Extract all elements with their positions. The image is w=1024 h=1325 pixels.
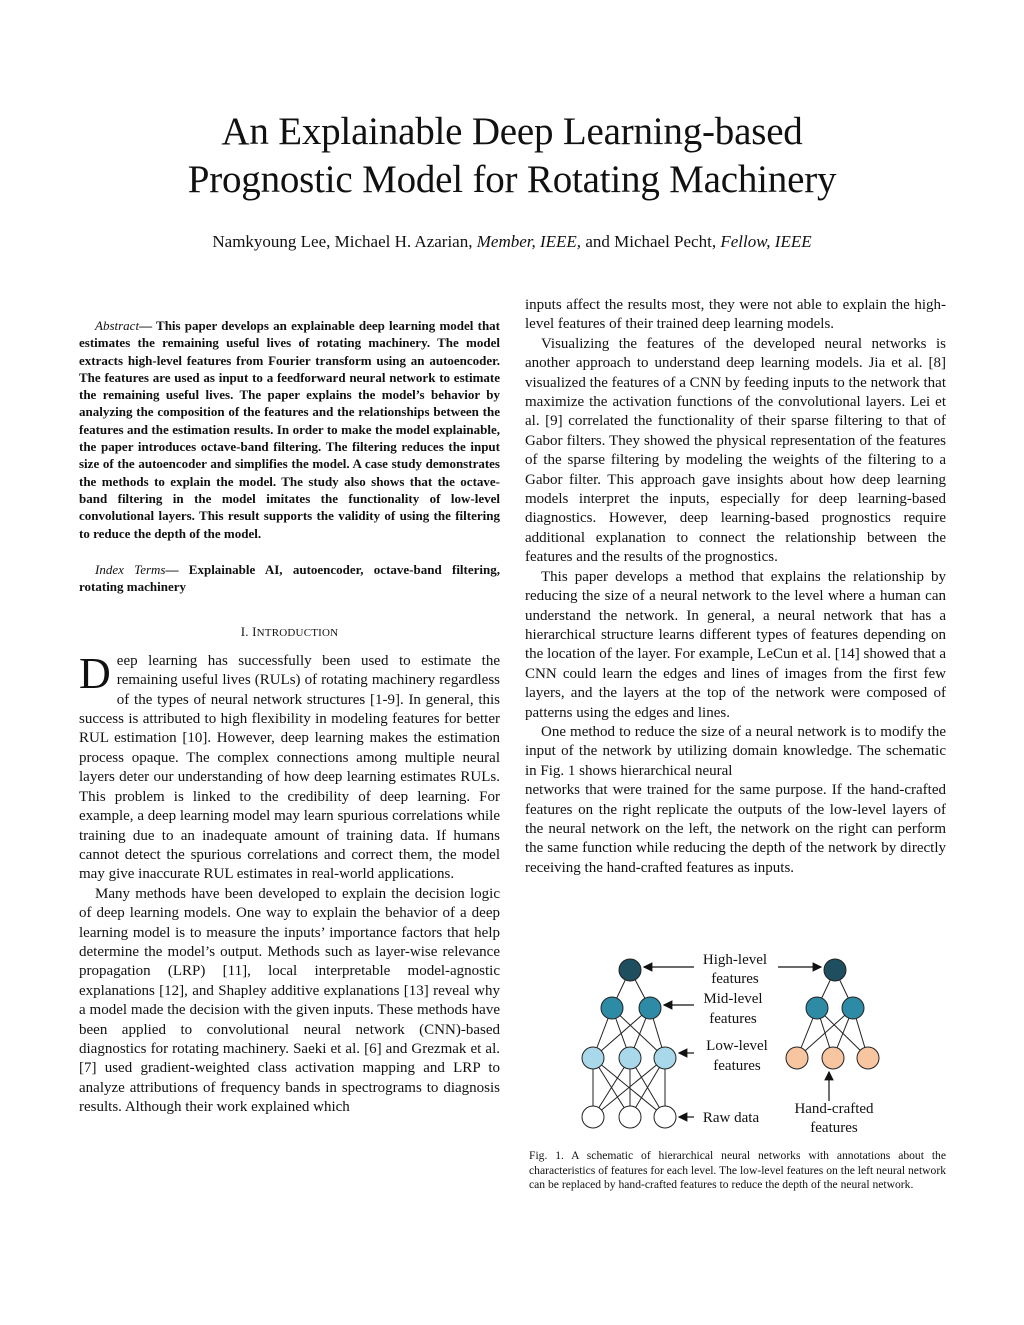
label-hand-crafted-2: features: [810, 1120, 858, 1136]
right-paragraph-1: inputs affect the results most, they were not able to explain the high-level features of their trained deep learning models.: [525, 297, 946, 333]
label-mid-level-2: features: [709, 1011, 757, 1027]
abstract-text: This paper develops an explainable deep learning model that estimates the remaining useful lives of rotating machinery. The model extracts high-level features from Fourier transform using an autoencoder. The features are used as input to a feedforward neural network to estimate the remaining useful lives. The paper explains the model’s behavior by analyzing the composition of the features and the relationships between the features and the estimation results. In order to make the model explainable, the paper introduces octave-band filtering. The filtering reduces the input size of the autoencoder and simplifies the model. A case study demonstrates the methods to explain the model. The study also shows that the octave-band filtering in the model imitates the functionality of low-level convolutional layers. This result supports the validity of using the filtering to reduce the depth of the model.: [79, 318, 500, 541]
left-mid-level-node: [601, 997, 623, 1019]
label-mid-level-1: Mid-level: [703, 991, 763, 1007]
left-mid-level-node: [639, 997, 661, 1019]
left-low-level-node: [619, 1047, 641, 1069]
right-column: [525, 296, 946, 878]
intro-paragraph-2: Many methods have been developed to explain the decision logic of deep learning models. One way to explain the behavior of a deep learning model is to measure the inputs’ importance factors that help determine the model’s output. Methods such as layer-wise relevance propagation (LRP) [11], local interpretable model-agnostic explanations [12], and Shapley additive explanations [13] reveal why a model made the decision with the given inputs. These methods have been applied to convolutional neural network (CNN)-based diagnostics for rotating machinery. Saeki et al. [6] and Grezmak et al. [7] used gradient-weighted class activation mapping and LRP to analyze attributions of frequency bands in spectrograms to diagnosis results. Although their work explained which: [79, 885, 500, 1116]
hand-crafted-node: [786, 1047, 808, 1069]
right-paragraph-2: Visualizing the features of the developed neural networks is another approach to understand deep learning models. Jia et al. [8] visualized the features of a CNN by feeding inputs to the network that maximize the activation functions of the convolutional layers. Lei et al. [9] correlated the functionality of their sparse filtering to that of Gabor filters. They showed the physical representation of the features of the sparse filtering by modeling the weights of the filtering to a Gabor filter. This approach gave insights about how deep learning models interpret the inputs, especially for deep learning-based diagnostics. However, deep learning-based prognostics require additional explanation to connect the relationship between the features and the results of the prognostics.: [525, 335, 946, 566]
left-column: [79, 296, 500, 1118]
label-raw-data: Raw data: [702, 1110, 760, 1126]
left-low-level-node: [654, 1047, 676, 1069]
figure-1: [560, 945, 900, 1145]
label-low-level-2: features: [713, 1058, 761, 1074]
index-terms-text: Explainable AI, autoencoder, octave-band filtering, rotating machinery: [79, 561, 500, 595]
right-paragraph-4a: One method to reduce the size of a neural network is to modify the input of the network by utilizing domain knowledge. The schematic in Fig. 1 shows hierarchical neural: [525, 723, 946, 779]
label-high-level-2: features: [711, 971, 759, 987]
hand-crafted-node: [857, 1047, 879, 1069]
drop-cap: D: [79, 648, 111, 698]
section-first-letter: I: [252, 624, 257, 640]
left-low-level-node: [582, 1047, 604, 1069]
intro-paragraph-1: [79, 648, 500, 885]
figure-1-schematic: [560, 945, 900, 1145]
left-network-edges: [593, 970, 665, 1117]
right-mid-level-node: [842, 997, 864, 1019]
section-rest: NTRODUCTION: [256, 627, 339, 640]
author-line: [0, 232, 1024, 252]
authors-fellow: Fellow, IEEE: [720, 232, 812, 251]
abstract-label: Abstract: [95, 318, 140, 333]
left-high-level-node: [619, 959, 641, 981]
title-line-2: Prognostic Model for Rotating Machinery: [187, 158, 837, 201]
right-high-level-node: [824, 959, 846, 981]
raw-data-node: [619, 1106, 641, 1128]
right-mid-level-node: [806, 997, 828, 1019]
index-terms-dash: —: [165, 561, 189, 577]
label-high-level-1: High-level: [702, 952, 768, 968]
label-hand-crafted-1: Hand-crafted: [794, 1101, 874, 1117]
section-number: I.: [240, 624, 253, 640]
index-terms-label: Index Terms: [95, 561, 166, 577]
authors-member: Member, IEEE,: [476, 232, 582, 251]
figure-1-caption: Fig. 1. A schematic of hierarchical neural networks with annotations about the characteristics of features for each level. The low-level features on the left neural network can be replaced by hand-crafted features to reduce the depth of the neural network.: [529, 1149, 946, 1192]
authors-part-2: and Michael Pecht,: [581, 232, 721, 251]
right-paragraph-3: This paper develops a method that explains the relationship by reducing the size of a neural network to the level where a human can understand the network. In general, a neural network that has a hierarchical structure learns different types of features depending on the location of the layer. For example, LeCun et al. [14] showed that a CNN could learn the edges and lines of images from the first few layers, and the layers at the top of the network were composed of patterns using the edges and lines.: [525, 568, 946, 721]
authors-part-1: Namkyoung Lee, Michael H. Azarian,: [212, 232, 477, 251]
right-paragraph-4b: networks that were trained for the same purpose. If the hand-crafted features on the right replicate the outputs of the low-level layers of the neural network on the left, the network on the right can perform the same function while reducing the depth of the network by directly receiving the hand-crafted features as inputs.: [525, 782, 946, 876]
intro-paragraph-1-text: eep learning has successfully been used to estimate the remaining useful lives (RULs) of rotating machinery regardless of the types of neural network structures [1-9]. In general, this success is attributed to high flexibility in modeling features for better RUL estimation [10]. However, deep learning makes the estimation process opaque. The complex connections among multiple neural layers deter our understanding of how deep learning estimates RULs. This problem is linked to the credibility of deep learning. For example, a deep learning model may learn spurious correlations while training due to an inadequate amount of training data. If humans cannot detect the spurious correlations and correct them, the model may give inaccurate RUL estimates in real-world applications.: [79, 652, 500, 883]
abstract: [79, 317, 500, 542]
raw-data-node: [582, 1106, 604, 1128]
title-line-1: An Explainable Deep Learning-based: [221, 110, 803, 153]
paper-title: [0, 108, 1024, 204]
raw-data-node: [654, 1106, 676, 1128]
section-heading-introduction: [79, 622, 500, 643]
label-low-level-1: Low-level: [706, 1038, 768, 1054]
hand-crafted-node: [822, 1047, 844, 1069]
index-terms: [79, 561, 500, 596]
abstract-dash: —: [139, 318, 157, 333]
